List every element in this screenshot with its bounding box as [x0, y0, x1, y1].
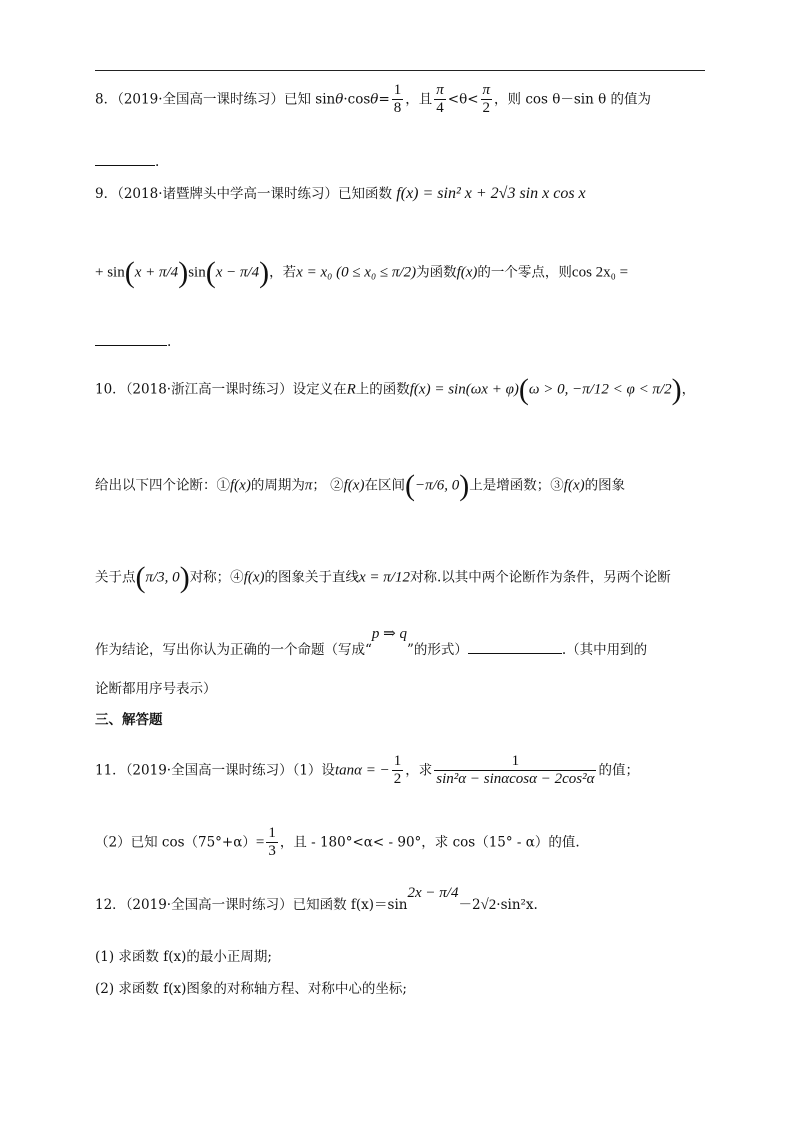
question-10: 10．（2018·浙江高一课时练习）设定义在R上的函数f(x) = sin(ωx + φ)(ω > 0, −π/12 < φ < π/2)，	[95, 373, 696, 406]
q9-text: 已知函数	[338, 186, 392, 202]
q10-R: R	[346, 381, 356, 398]
q12-number: 12．	[95, 897, 126, 913]
q12-source: （2019·全国高一课时练习）	[125, 897, 293, 913]
q11-text: 的值；	[598, 762, 639, 779]
question-10-line2: 给出以下四个论断：①f(x)的周期为π； ②f(x)在区间(−π/6, 0)上是增函数；③f(x)的图象	[95, 469, 626, 502]
q11-tan: tanα = −	[334, 762, 390, 779]
q9-text: 的一个零点，则	[477, 264, 572, 281]
q11-source: （2019·全国高一课时练习）	[125, 762, 293, 779]
q10-text: 对称.以其中两个论断作为条件，另两个论断	[409, 569, 671, 586]
q8-text: ，且	[405, 91, 433, 108]
q10-condition: ω > 0, −π/12 < φ < π/2	[528, 381, 672, 398]
q10-text: ； ②	[312, 477, 344, 494]
q10-text: 对称；④	[189, 569, 244, 586]
answer-blank	[468, 641, 562, 654]
q10-interval: −π/6, 0	[414, 477, 460, 494]
q10-number: 10．	[95, 381, 126, 398]
q12-arg: 2x − π/4	[407, 885, 459, 901]
q11-text: （1）设	[292, 762, 335, 779]
q10-axis: x = π/12	[359, 569, 410, 586]
period: .	[167, 334, 172, 350]
q10-text: 给出以下四个论断：①	[95, 477, 230, 494]
q10-point: π/3, 0	[145, 569, 180, 586]
q11-text: ，且 - 180°<α< - 90°，求 cos（15° - α）的值.	[279, 834, 580, 851]
q8-fraction-pi-2: $\frac{\pi}{2}$	[482, 82, 491, 117]
q12-sqrt2: √2	[480, 897, 497, 913]
q9-ask: cos 2x₀ =	[571, 264, 629, 281]
q10-fx: f(x)	[563, 477, 585, 494]
q11-equals: =	[255, 834, 265, 851]
question-11-part2	[95, 825, 580, 861]
period: .	[155, 154, 160, 170]
q12-sub1: (1) 求函数 f(x)的最小正周期;	[95, 949, 272, 965]
q9-arg2: x − π/4	[215, 264, 260, 281]
q10-text: 上是增函数；③	[469, 477, 564, 494]
comma: ，	[681, 381, 696, 398]
q9-sin: sin	[188, 264, 206, 281]
q9-answer-blank	[95, 333, 171, 350]
q8-text: 已知 sin	[284, 91, 336, 108]
q10-text: 设定义在	[292, 381, 347, 398]
q9-condition: x = x₀ (0 ≤ x₀ ≤ π/2)	[296, 264, 417, 281]
q11-text: ，求	[405, 762, 433, 779]
q8-fraction-one-eighth: $\frac{1}{8}$	[393, 82, 402, 117]
q8-equals: =	[378, 91, 390, 108]
q10-text: 在区间	[364, 477, 405, 494]
q8-number: 8．	[95, 91, 118, 108]
q10-text: 的图象	[584, 477, 626, 494]
q8-fraction-pi-4: $\frac{\pi}{4}$	[436, 82, 444, 117]
question-9-line2: + sin(x + π/4)sin(x − π/4)，若x = x₀ (0 ≤ x₀ ≤ π/2)为函数f(x)的一个零点，则cos 2x₀ =	[95, 256, 629, 289]
q10-text: .（其中用到的	[561, 642, 648, 658]
q11-big-fraction: $\frac{1}{\text{sin²α − sinαcosα − 2cos²α}}$	[436, 753, 595, 788]
q11-text: （2）已知 cos（75°+α）	[95, 834, 256, 851]
q9-number: 9．	[95, 186, 118, 202]
q12-text: ·sin²x.	[496, 897, 538, 913]
q8-theta: θ	[370, 91, 379, 108]
q10-pi: π	[304, 477, 313, 494]
q10-text: 关于点	[95, 569, 136, 586]
question-10-line5	[95, 683, 217, 697]
q11-fraction-third: $\frac{1}{3}$	[268, 825, 276, 860]
answer-blank	[95, 153, 155, 166]
q9-fx: f(x)	[456, 264, 478, 281]
q8-source: （2019·全国高一课时练习）	[117, 91, 284, 108]
q8-answer-blank	[95, 153, 159, 170]
q9-arg1: x + π/4	[134, 264, 179, 281]
q12-text: 已知函数 f(x)＝sin	[292, 897, 408, 913]
q10-fx: f(x)	[243, 569, 265, 586]
q12-text: －2	[458, 897, 481, 913]
q8-inequality: <θ<	[447, 91, 479, 108]
q10-text: 上的函数	[355, 381, 410, 398]
q10-text: 作为结论，写出你认为正确的一个命题（写成“	[95, 642, 372, 658]
q8-text: ，则 cos θ－sin θ 的值为	[494, 91, 652, 108]
answer-blank	[95, 333, 167, 346]
q11-number: 11．	[95, 762, 126, 779]
question-10-line4	[95, 626, 648, 658]
question-9	[95, 186, 586, 202]
q10-text: 的周期为	[250, 477, 305, 494]
q9-text: 为函数	[416, 264, 457, 281]
q11-fraction-half: $\frac{1}{2}$	[393, 753, 402, 788]
q10-fx: f(x)	[230, 477, 251, 494]
q8-theta: θ	[335, 91, 344, 108]
q12-sub2: (2) 求函数 f(x)图象的对称轴方程、对称中心的坐标;	[95, 981, 407, 997]
q9-text: ，若	[269, 264, 297, 281]
question-11	[95, 753, 639, 789]
section-heading: 三、解答题	[95, 712, 163, 728]
q9-sin: + sin	[95, 264, 125, 281]
question-10-line3: 关于点(π/3, 0)对称；④f(x)的图象关于直线x = π/12对称.以其中两个论断作为条件，另两个论断	[95, 561, 671, 594]
q8-text: ·cos	[343, 91, 371, 108]
q10-implication: p ⇒ q	[371, 626, 407, 642]
q9-source: （2018·诸暨牌头中学高一课时练习）	[117, 186, 338, 202]
q10-text: 论断都用序号表示）	[95, 681, 217, 697]
q9-formula: f(x) = sin² x + 2√3 sin x cos x	[396, 185, 586, 202]
q10-text: 的图象关于直线	[264, 569, 360, 586]
q10-fx: f(x)	[343, 477, 365, 494]
q10-formula: f(x) = sin(ωx + φ)	[409, 381, 519, 398]
header-rule	[95, 70, 705, 71]
q10-source: （2018·浙江高一课时练习）	[125, 381, 293, 398]
q10-text: ”的形式）	[406, 642, 468, 658]
question-12	[95, 885, 538, 913]
question-8	[95, 82, 651, 118]
